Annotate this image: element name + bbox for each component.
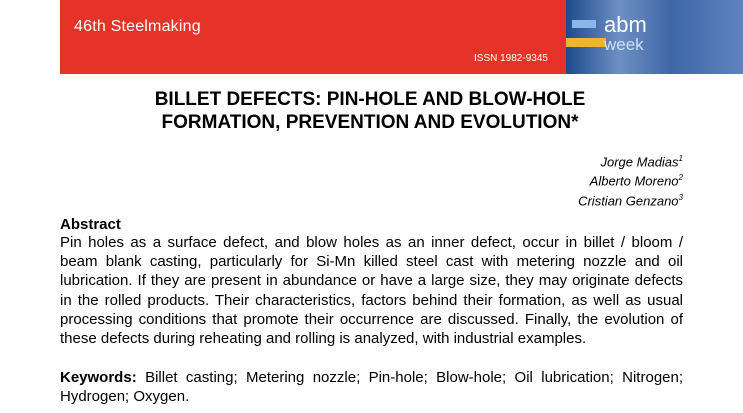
issn: ISSN 1982-9345 [474, 53, 548, 64]
paper-title [60, 88, 680, 134]
logo-abm-text: abm [604, 12, 647, 37]
logo-accent-yellow [566, 38, 606, 47]
logo-week-text: week [604, 35, 644, 54]
author [578, 151, 683, 170]
logo-accent-blue [572, 20, 596, 28]
author-name: Jorge Madias [600, 154, 679, 170]
abstract-heading: Abstract [60, 216, 121, 233]
author-name: Cristian Genzano [578, 192, 679, 208]
keywords-label: Keywords: [60, 369, 137, 386]
abstract-text: Pin holes as a surface defect, and blow holes as an inner defect, occur in billet / bloom / beam blank casting, particularly for Si-Mn killed steel cast with metering nozzle and oil lubrication. If they are present in abundance or have a large size, they may originate defects in the rolled products. Their characteristics, factors behind their formation, as well as usual processing conditions that promote their occurrence are discussed. Finally, the evolution of these defects during reheating and rolling is analyzed, with industrial examples. [60, 234, 683, 348]
author [578, 190, 683, 209]
title-line-2: FORMATION, PREVENTION AND EVOLUTION* [161, 112, 579, 133]
keywords [60, 368, 683, 406]
author-name: Alberto Moreno [589, 173, 679, 189]
abm-week-logo [566, 0, 743, 74]
author-mark: 2 [678, 173, 683, 183]
author-mark: 3 [678, 192, 683, 202]
author-list [578, 151, 683, 209]
event-name: 46th Steelmaking [74, 18, 201, 35]
author-mark: 1 [678, 154, 683, 163]
author [578, 170, 683, 189]
keywords-text: Billet casting; Metering nozzle; Pin-hole; Blow-hole; Oil lubrication; Nitrogen; Hydrogen; Oxygen. [60, 369, 684, 406]
header-banner [60, 0, 743, 74]
title-line-1: BILLET DEFECTS: PIN-HOLE AND BLOW-HOLE [154, 89, 586, 110]
